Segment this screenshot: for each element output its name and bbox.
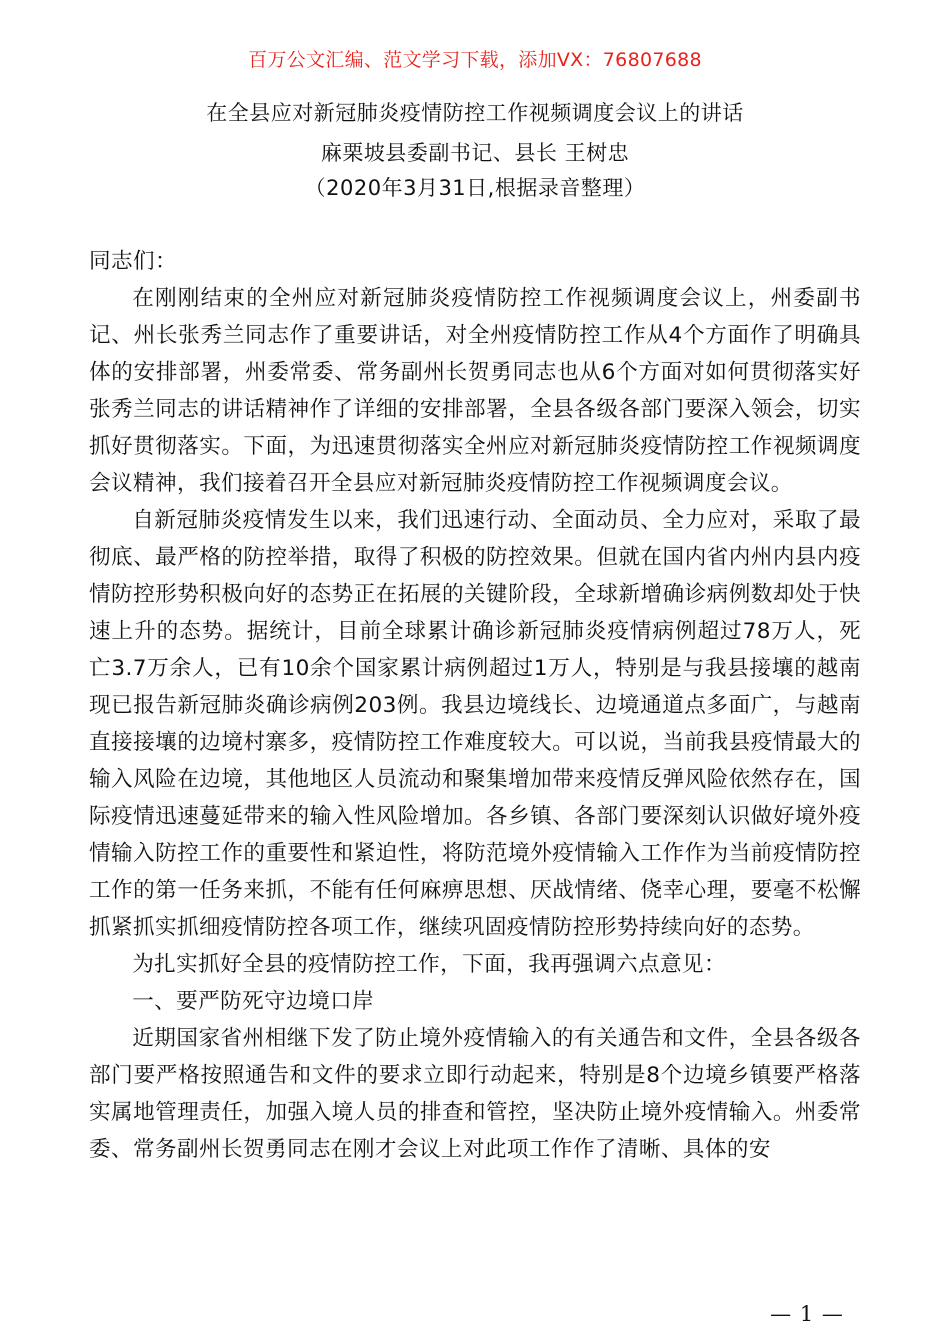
paragraph: 自新冠肺炎疫情发生以来，我们迅速行动、全面动员、全力应对，采取了最彻底、最严格的防控举措，取得了积极的防控效果。但就在国内省内州内县内疫情防控形势积极向好的态势正在拓展的关键阶段，全球新增确诊病例数却处于快速上升的态势。据统计，目前全球累计确诊新冠肺炎疫情病例超过78万人，死亡3.7万余人，已有10余个国家累计病例超过1万人，特别是与我县接壤的越南现已报告新冠肺炎确诊病例203例。我县边境线长、边境通道点多面广，与越南直接接壤的边境村寨多，疫情防控工作难度较大。可以说，当前我县疫情最大的输入风险在边境，其他地区人员流动和聚集增加带来疫情反弹风险依然存在，国际疫情迅速蔓延带来的输入性风险增加。各乡镇、各部门要深刻认识做好境外疫情输入防控工作的重要性和紧迫性，将防范境外疫情输入工作作为当前疫情防控工作的第一任务来抓，不能有任何麻痹思想、厌战情绪、侥幸心理，要毫不松懈抓紧抓实抓细疫情防控各项工作，继续巩固疫情防控形势持续向好的态势。 [89,508,861,940]
date-note: （2020年3月31日,根据录音整理） [304,176,646,200]
speaker-line: 麻栗坡县委副书记、县长 王树忠 [320,141,630,165]
section-heading: 一、要严防死守边境口岸 [132,989,375,1014]
page-number: — 1 — [770,1302,844,1326]
paragraph: 为扎实抓好全县的疫情防控工作，下面，我再强调六点意见： [132,952,727,977]
speech-title: 在全县应对新冠肺炎疫情防控工作视频调度会议上的讲话 [206,101,744,125]
paragraph: 近期国家省州相继下发了防止境外疫情输入的有关通告和文件，全县各级各部门要严格按照通告和文件的要求立即行动起来，特别是8个边境乡镇要严格落实属地管理责任，加强入境人员的排查和管控，坚决防止境外疫情输入。州委常委、常务副州长贺勇同志在刚才会议上对此项工作作了清晰、具体的安 [89,1026,861,1162]
download-banner: 百万公文汇编、范文学习下载，添加VX：76807688 [248,49,702,71]
speech-body [89,243,861,1168]
salutation: 同志们： [89,249,177,274]
paragraph: 在刚刚结束的全州应对新冠肺炎疫情防控工作视频调度会议上，州委副书记、州长张秀兰同志作了重要讲话，对全州疫情防控工作从4个方面作了明确具体的安排部署，州委常委、常务副州长贺勇同志也从6个方面对如何贯彻落实好张秀兰同志的讲话精神作了详细的安排部署，全县各级各部门要深入领会，切实抓好贯彻落实。下面，为迅速贯彻落实全州应对新冠肺炎疫情防控工作视频调度会议精神，我们接着召开全县应对新冠肺炎疫情防控工作视频调度会议。 [89,286,861,496]
